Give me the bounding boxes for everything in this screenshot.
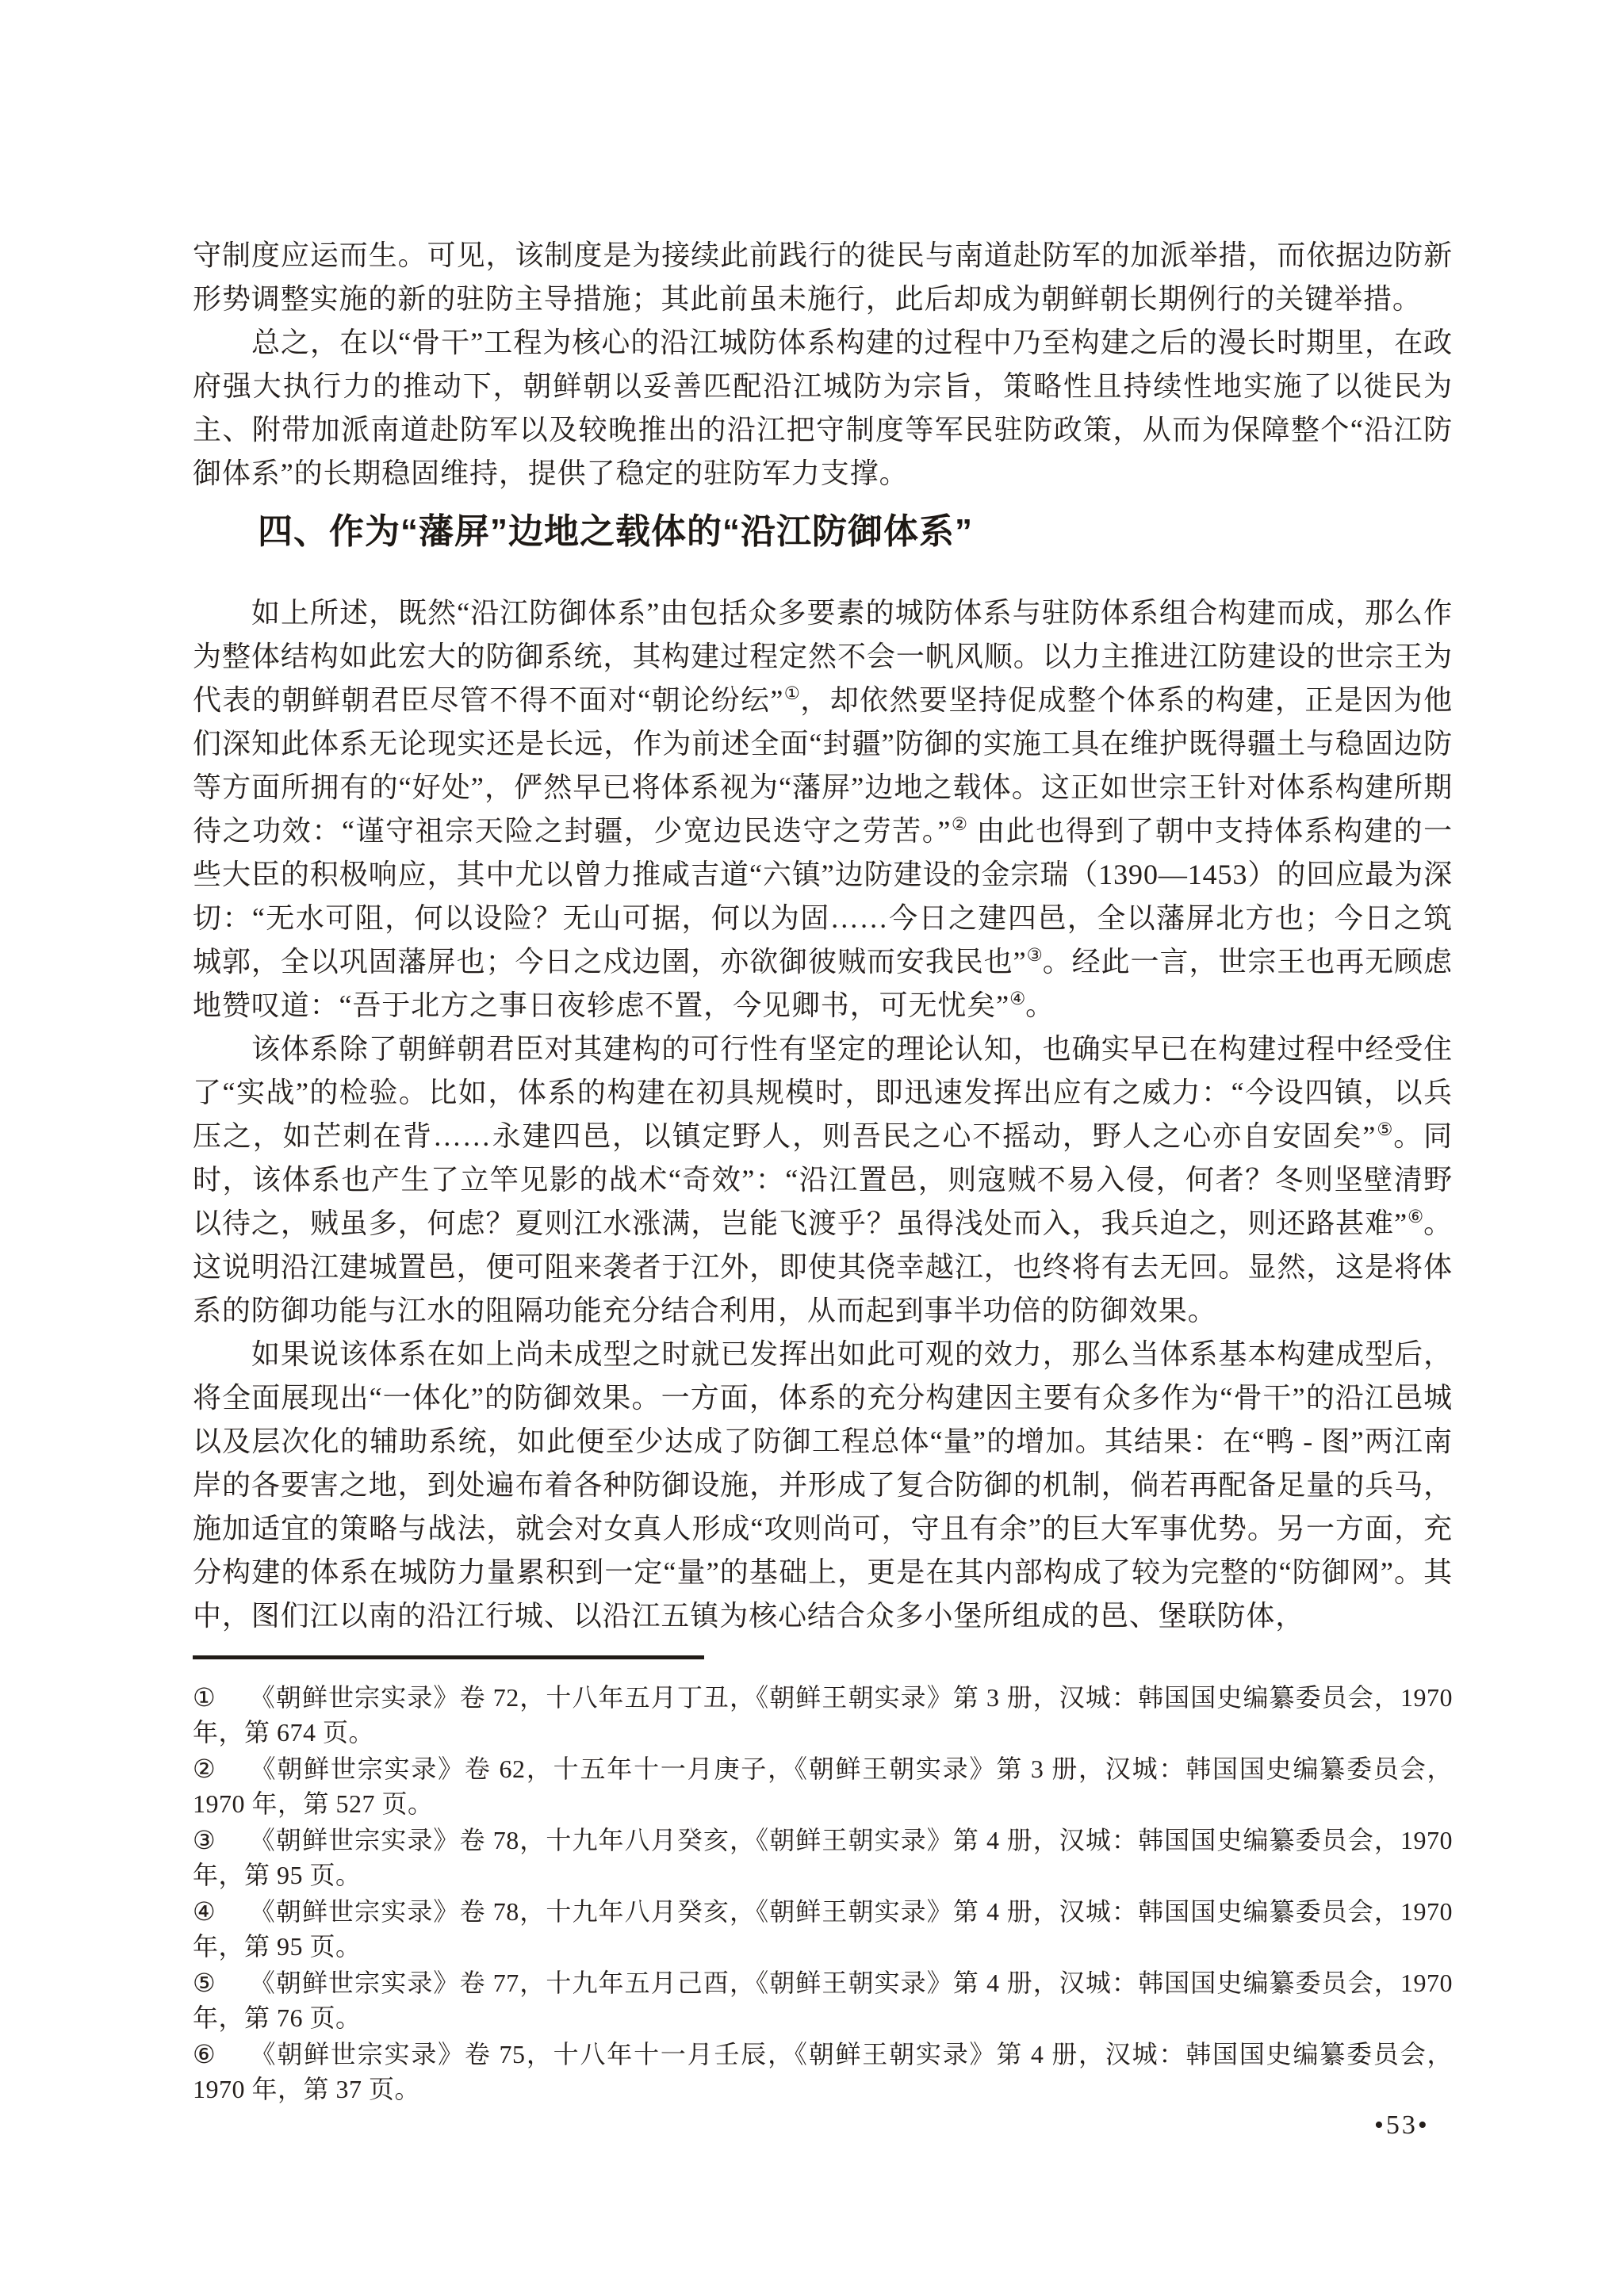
footnote-text: 《朝鲜世宗实录》卷 77，十九年五月己酉，《朝鲜王朝实录》第 4 册，汉城：韩国国史编纂委员会，1970 年，第 76 页。	[193, 1969, 1453, 2032]
paragraph-summary	[193, 321, 1453, 496]
text-run: 如果说该体系在如上尚未成型之时就已发挥出如此可观的效力，那么当体系基本构建成型后，将全面展现出“一体化”的防御效果。一方面，体系的充分构建因主要有众多作为“骨干”的沿江邑城以及层次化的辅助系统，如此便至少达成了防御工程总体“量”的增加。其结果：在“鸭 - 图”两江南岸的各要害之地，到处遍布着各种防御设施，并形成了复合防御的机制，倘若再配备足量的兵马，施加适宜的策略与战法，就会对女真人形成“攻则尚可，守且有余”的巨大军事优势。另一方面，充分构建的体系在城防力量累积到一定“量”的基础上，更是在其内部构成了较为完整的“防御网”。其中，图们江以南的沿江行城、以沿江五镇为核心结合众多小堡所组成的邑、堡联防体，	[193, 1338, 1453, 1632]
footnote-ref: ⑥	[1407, 1207, 1424, 1226]
footnote-number: ⑥	[193, 2040, 217, 2068]
footnote-text: 《朝鲜世宗实录》卷 62，十五年十一月庚子，《朝鲜王朝实录》第 3 册，汉城：韩国国史编纂委员会，1970 年，第 527 页。	[193, 1755, 1453, 1818]
footnote-text: 《朝鲜世宗实录》卷 78，十九年八月癸亥，《朝鲜王朝实录》第 4 册，汉城：韩国国史编纂委员会，1970 年，第 95 页。	[193, 1897, 1453, 1961]
footnote-number: ⑤	[193, 1969, 216, 1997]
text-run: 如上所述，既然“沿江防御体系”由包括众多要素的城防体系与驻防体系组合构建而成，那么作为整体结构如此宏大的防御系统，其构建过程定然不会一帆风顺。以力主推进江防建设的世宗王为代表的朝鲜朝君臣尽管不得不面对“朝论纷纭”	[193, 597, 1453, 716]
footnote-separator	[193, 1655, 704, 1659]
footnote-item	[193, 1894, 1453, 1964]
text-run: 该体系除了朝鲜朝君臣对其建构的可行性有坚定的理论认知，也确实早已在构建过程中经受住了“实战”的检验。比如，体系的构建在初具规模时，即迅速发挥出应有之威力：“今设四镇，以兵压之，如芒刺在背……永建四邑，以镇定野人，则吾民之心不摇动，野人之心亦自安固矣”	[193, 1033, 1453, 1152]
footnote-item	[193, 1751, 1453, 1821]
section-heading: 四、作为“藩屏”边地之载体的“沿江防御体系”	[258, 512, 973, 551]
footnote-item	[193, 1965, 1453, 2035]
text-run: 。	[1025, 989, 1055, 1021]
footnotes-section	[193, 1680, 1453, 2107]
paragraph-section4-3	[193, 1333, 1453, 1638]
footnote-ref: ②	[951, 814, 968, 834]
text-run: ，却依然要坚持促成整个体系的构建，正是因为他们深知此体系无论现实还是长远，作为前述全面“封疆”防御的实施工具在维护既得疆土与稳固边防等方面所拥有的“好处”，俨然早已将体系视为“藩屏”边地之载体。这正如世宗王针对体系构建所期待之功效：“谨守祖宗天险之封疆，少宽边民迭守之劳苦。”	[193, 684, 1453, 847]
paragraph-section4-1	[193, 591, 1453, 1027]
page-number: •53•	[1374, 2110, 1430, 2140]
footnote-text: 《朝鲜世宗实录》卷 78，十九年八月癸亥，《朝鲜王朝实录》第 4 册，汉城：韩国国史编纂委员会，1970 年，第 95 页。	[193, 1826, 1453, 1889]
footnote-number: ④	[193, 1897, 216, 1926]
footnote-number: ②	[193, 1755, 217, 1783]
footnote-ref: ③	[1026, 945, 1043, 965]
footnote-item	[193, 1823, 1453, 1892]
footnote-item	[193, 2037, 1453, 2107]
paragraph-continuation	[193, 234, 1453, 321]
footnote-ref: ①	[783, 683, 801, 703]
footnote-text: 《朝鲜世宗实录》卷 72，十八年五月丁丑，《朝鲜王朝实录》第 3 册，汉城：韩国国史编纂委员会，1970 年，第 674 页。	[193, 1683, 1453, 1747]
section-four-body	[193, 591, 1453, 1638]
text-run: 守制度应运而生。可见，该制度是为接续此前践行的徙民与南道赴防军的加派举措，而依据边防新形势调整实施的新的驻防主导措施；其此前虽未施行，此后却成为朝鲜朝长期例行的关键举措。	[193, 239, 1453, 315]
footnote-ref: ⑤	[1376, 1119, 1394, 1139]
text-run: 总之，在以“骨干”工程为核心的沿江城防体系构建的过程中乃至构建之后的漫长时期里，在政府强大执行力的推动下，朝鲜朝以妥善匹配沿江城防为宗旨，策略性且持续性地实施了以徙民为主、附带加派南道赴防军以及较晚推出的沿江把守制度等军民驻防政策，从而为保障整个“沿江防御体系”的长期稳固维持，提供了稳定的驻防军力支撑。	[193, 327, 1453, 489]
footnote-item	[193, 1680, 1453, 1750]
footnote-text: 《朝鲜世宗实录》卷 75，十八年十一月壬辰，《朝鲜王朝实录》第 4 册，汉城：韩国国史编纂委员会，1970 年，第 37 页。	[193, 2040, 1453, 2103]
text-run: 由此也得到了朝中支持体系构建的一些大臣的积极响应，其中尤以曾力推咸吉道“六镇”边防建设的金宗瑞（1390—1453）的回应最为深切：“无水可阻，何以设险？无山可据，何以为固……今日之建四邑，全以藩屏北方也；今日之筑城郭，全以巩固藩屏也；今日之戍边圉，亦欲御彼贼而安我民也”	[193, 815, 1453, 978]
footnote-number: ③	[193, 1826, 216, 1854]
text-run: 。同时，该体系也产生了立竿见影的战术“奇效”：“沿江置邑，则寇贼不易入侵，何者？冬则坚壁清野以待之，贼虽多，何虑？夏则江水涨满，岂能飞渡乎？虽得浅处而入，我兵迫之，则还路甚难”	[193, 1120, 1453, 1239]
text-run: 。经此一言，世宗王也再无顾虑地赞叹道：“吾于北方之事日夜轸虑不置，今见卿书，可无忧矣”	[193, 946, 1453, 1021]
intro-section	[193, 234, 1453, 496]
footnote-number: ①	[193, 1683, 216, 1712]
footnote-ref: ④	[1009, 989, 1026, 1008]
text-run: 。这说明沿江建城置邑，便可阻来袭者于江外，即使其侥幸越江，也终将有去无回。显然，这是将体系的防御功能与江水的阻隔功能充分结合利用，从而起到事半功倍的防御效果。	[193, 1207, 1453, 1326]
paragraph-section4-2	[193, 1027, 1453, 1333]
